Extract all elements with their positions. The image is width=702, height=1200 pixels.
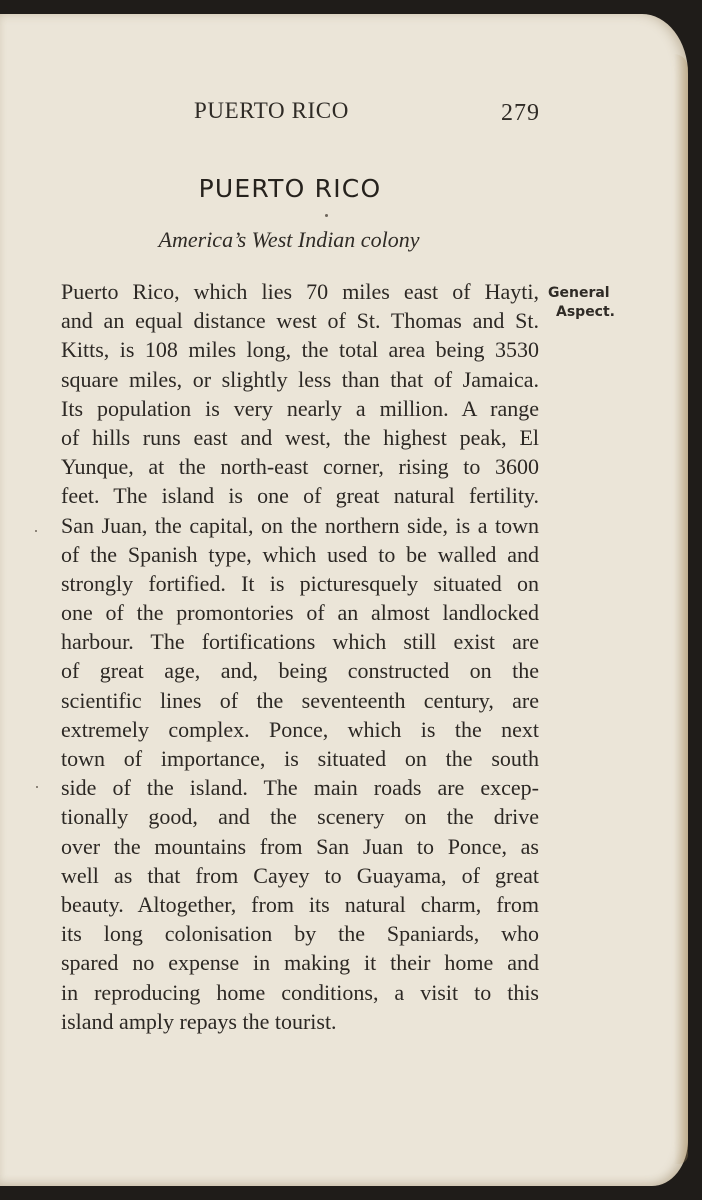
body-line: spared no expense in making it their home and: [61, 950, 539, 976]
body-line: Its population is very nearly a million. A range: [61, 395, 539, 421]
margin-note: [548, 284, 615, 322]
paper-speck: [35, 530, 37, 532]
body-line: beauty. Altogether, from its natural charm, from: [61, 891, 539, 917]
body-line: San Juan, the capital, on the northern side, is a town: [61, 512, 539, 538]
margin-note-line-2: Aspect.: [556, 304, 615, 320]
body-line: strongly fortified. It is picturesquely situated on: [61, 570, 539, 596]
page-number: 279: [501, 100, 540, 126]
body-line: one of the promontories of an almost landlocked: [61, 600, 539, 626]
body-line: its long colonisation by the Spaniards, who: [61, 921, 539, 947]
body-line: over the mountains from San Juan to Ponce, as: [61, 833, 539, 859]
body-line: town of importance, is situated on the south: [61, 746, 539, 771]
body-line: of the Spanish type, which used to be walled and: [61, 541, 539, 567]
body-line: side of the island. The main roads are excep-: [61, 775, 539, 801]
body-line: scientific lines of the seventeenth century, are: [61, 687, 539, 713]
body-paragraph: [61, 277, 539, 1036]
margin-note-line-1: General: [548, 285, 610, 301]
book-page: [0, 14, 688, 1186]
body-line: in reproducing home conditions, a visit to this: [61, 979, 539, 1005]
body-line: Kitts, is 108 miles long, the total area being 3530: [61, 337, 539, 363]
body-line: of great age, and, being constructed on the: [61, 658, 539, 684]
body-line: feet. The island is one of great natural fertility.: [61, 483, 539, 509]
body-line: and an equal distance west of St. Thomas and St.: [61, 308, 539, 334]
running-head-title: PUERTO RICO: [194, 98, 349, 123]
page-edge: [674, 54, 688, 1164]
body-line: Yunque, at the north-east corner, rising to 3600: [61, 454, 539, 480]
body-line: harbour. The fortifications which still exist are: [61, 629, 539, 655]
body-line: Puerto Rico, which lies 70 miles east of Hayti,: [61, 279, 539, 304]
body-line: tionally good, and the scenery on the drive: [61, 804, 539, 830]
chapter-subtitle: America’s West Indian colony: [158, 227, 420, 252]
body-line: of hills runs east and west, the highest peak, El: [61, 424, 539, 450]
paper-speck: [325, 214, 328, 217]
paper-speck: [36, 786, 38, 788]
body-line: island amply repays the tourist.: [61, 1008, 337, 1034]
body-line: well as that from Cayey to Guayama, of great: [61, 862, 539, 888]
chapter-title: PUERTO RICO: [198, 174, 382, 203]
body-line: square miles, or slightly less than that of Jamaica.: [61, 366, 539, 392]
body-line: extremely complex. Ponce, which is the next: [61, 716, 539, 742]
